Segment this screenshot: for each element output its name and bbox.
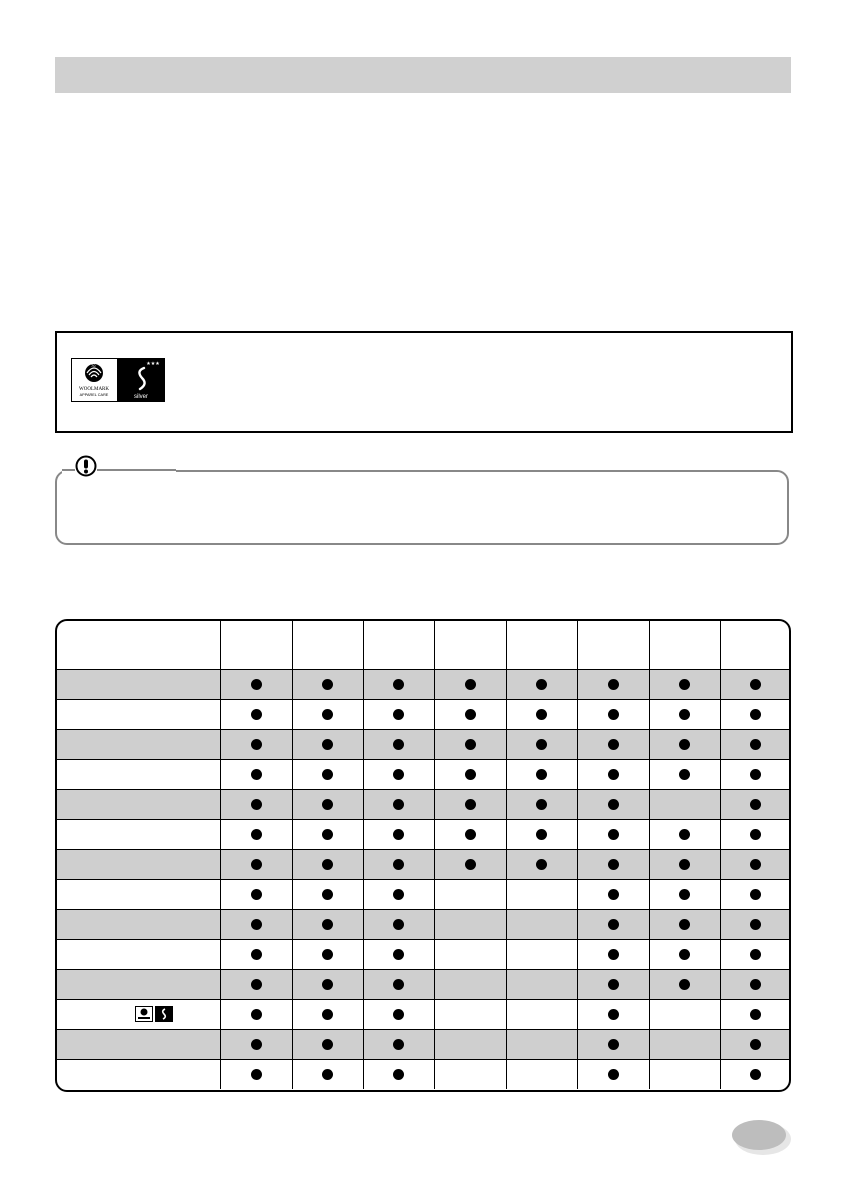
option-available-dot [679,709,690,720]
program-option-table [55,619,791,1092]
option-cell [220,940,292,970]
row-label-cell [57,820,220,850]
option-available-dot [393,769,404,780]
option-cell [363,1000,434,1030]
option-cell [292,910,363,940]
option-cell [292,700,363,730]
option-available-dot [251,1039,262,1050]
option-available-dot [251,1009,262,1020]
option-available-dot [536,769,547,780]
option-cell [363,880,434,910]
option-cell [720,1030,790,1060]
option-cell [292,850,363,880]
option-available-dot [750,739,761,750]
option-cell [720,730,790,760]
option-cell [292,760,363,790]
option-cell [292,820,363,850]
header-cell [434,621,506,670]
table-row [57,880,790,910]
option-cell [720,700,790,730]
option-cell [292,790,363,820]
option-available-dot [750,949,761,960]
option-available-dot [536,709,547,720]
option-cell [220,700,292,730]
table-row [57,1060,790,1090]
option-available-dot [322,979,333,990]
option-cell [720,910,790,940]
option-cell [220,730,292,760]
option-cell [577,910,649,940]
option-available-dot [679,949,690,960]
option-available-dot [608,1069,619,1080]
option-cell [363,910,434,940]
option-available-dot [465,769,476,780]
option-available-dot [393,1039,404,1050]
row-label-cell [57,790,220,820]
header-cell [292,621,363,670]
option-cell [292,730,363,760]
option-available-dot [679,739,690,750]
row-label-cell [57,970,220,1000]
row-label-cell [57,670,220,700]
option-cell [506,1030,577,1060]
option-available-dot [251,799,262,810]
option-available-dot [608,1039,619,1050]
option-available-dot [322,709,333,720]
option-cell [577,970,649,1000]
option-cell [220,790,292,820]
option-available-dot [322,1069,333,1080]
option-cell [292,880,363,910]
option-available-dot [322,799,333,810]
option-available-dot [608,829,619,840]
option-cell [649,1030,720,1060]
option-available-dot [608,889,619,900]
option-available-dot [750,919,761,930]
option-cell [720,1060,790,1090]
option-available-dot [393,829,404,840]
option-cell [363,730,434,760]
option-available-dot [608,739,619,750]
option-available-dot [251,859,262,870]
option-cell [577,1060,649,1090]
option-cell [434,1060,506,1090]
option-cell [649,790,720,820]
table-row [57,910,790,940]
option-available-dot [679,769,690,780]
table-row [57,760,790,790]
option-available-dot [465,709,476,720]
table-row [57,1000,790,1030]
option-cell [292,970,363,1000]
option-cell [649,700,720,730]
table-row [57,850,790,880]
silver-rating-text: silver [133,394,149,400]
option-cell [720,880,790,910]
option-available-dot [679,679,690,690]
option-available-dot [465,799,476,810]
option-available-dot [750,829,761,840]
option-cell [292,670,363,700]
option-available-dot [750,799,761,810]
option-available-dot [750,769,761,780]
option-cell [363,940,434,970]
option-available-dot [750,1039,761,1050]
option-cell [649,910,720,940]
option-available-dot [679,889,690,900]
option-cell [506,850,577,880]
option-cell [649,670,720,700]
option-cell [363,760,434,790]
option-cell [577,790,649,820]
option-cell [363,970,434,1000]
table-body [57,670,790,1090]
section-header-bar [55,57,791,93]
option-cell [434,1030,506,1060]
option-available-dot [322,769,333,780]
row-label-cell [57,760,220,790]
option-available-dot [679,979,690,990]
option-available-dot [393,919,404,930]
svg-text:70: 70 [91,363,96,368]
option-available-dot [608,769,619,780]
option-cell [434,910,506,940]
option-available-dot [322,919,333,930]
option-available-dot [536,739,547,750]
option-available-dot [251,949,262,960]
option-cell [577,850,649,880]
option-available-dot [393,889,404,900]
row-label-cell [57,910,220,940]
option-available-dot [251,1069,262,1080]
option-cell [720,940,790,970]
option-cell [434,880,506,910]
option-cell [506,940,577,970]
header-cell [577,621,649,670]
option-cell [434,940,506,970]
option-available-dot [393,1009,404,1020]
option-cell [506,970,577,1000]
option-available-dot [608,799,619,810]
option-available-dot [393,979,404,990]
option-available-dot [465,739,476,750]
option-available-dot [322,1039,333,1050]
option-available-dot [322,859,333,870]
header-cell [57,621,220,670]
row-label-cell [57,730,220,760]
page-number-oval [727,1117,793,1157]
option-available-dot [465,859,476,870]
caution-box [55,470,789,545]
option-cell [434,760,506,790]
option-available-dot [608,859,619,870]
option-cell [220,910,292,940]
option-available-dot [536,679,547,690]
option-cell [649,970,720,1000]
option-cell [363,1060,434,1090]
option-cell [506,790,577,820]
table-row [57,970,790,1000]
option-available-dot [393,949,404,960]
option-available-dot [750,709,761,720]
option-available-dot [251,739,262,750]
option-cell [220,850,292,880]
option-cell [434,970,506,1000]
table-row [57,940,790,970]
option-available-dot [393,739,404,750]
option-cell [720,820,790,850]
option-available-dot [536,799,547,810]
option-available-dot [322,1009,333,1020]
option-cell [649,850,720,880]
option-cell [434,670,506,700]
option-available-dot [608,949,619,960]
option-available-dot [750,889,761,900]
table-row [57,790,790,820]
option-available-dot [608,919,619,930]
table-header-row [57,621,790,670]
option-cell [720,970,790,1000]
option-cell [434,700,506,730]
option-available-dot [608,979,619,990]
option-cell [506,1000,577,1030]
option-cell [649,730,720,760]
option-cell [506,670,577,700]
option-available-dot [322,949,333,960]
option-cell [292,1000,363,1030]
option-cell [649,1060,720,1090]
option-available-dot [322,739,333,750]
header-cell [506,621,577,670]
option-available-dot [251,889,262,900]
option-available-dot [679,829,690,840]
option-available-dot [393,709,404,720]
row-label-cell [57,850,220,880]
option-cell [720,1000,790,1030]
option-available-dot [251,979,262,990]
option-cell [434,820,506,850]
woolmark-brand-text: WOOLMARK [79,387,109,392]
option-available-dot [322,829,333,840]
option-available-dot [322,889,333,900]
row-care-icons [135,1006,173,1022]
option-cell [220,1030,292,1060]
option-cell [434,850,506,880]
exclamation-icon [75,455,97,477]
option-cell [363,790,434,820]
row-label-cell [57,1000,220,1030]
table-row [57,730,790,760]
silver-icon [155,1006,173,1022]
option-available-dot [251,709,262,720]
option-cell [649,820,720,850]
table-row [57,700,790,730]
option-cell [649,1000,720,1030]
option-cell [506,820,577,850]
option-available-dot [679,859,690,870]
option-cell [577,820,649,850]
woolmark-info-box [55,331,793,433]
option-cell [577,730,649,760]
option-available-dot [608,709,619,720]
option-available-dot [750,979,761,990]
option-cell [220,820,292,850]
row-label-cell [57,1030,220,1060]
option-cell [506,1060,577,1090]
option-cell [220,1000,292,1030]
option-available-dot [536,859,547,870]
option-available-dot [750,1069,761,1080]
option-cell [506,910,577,940]
option-cell [434,1000,506,1030]
option-cell [220,880,292,910]
option-cell [577,700,649,730]
woolmark-icon [135,1006,153,1022]
option-cell [577,880,649,910]
option-cell [577,1000,649,1030]
option-cell [363,850,434,880]
option-cell [220,670,292,700]
rating-stars: ★★★ [146,361,160,367]
option-cell [220,970,292,1000]
option-cell [649,940,720,970]
option-cell [363,670,434,700]
option-cell [506,730,577,760]
table-row [57,820,790,850]
option-cell [292,940,363,970]
header-cell [649,621,720,670]
option-cell [363,1030,434,1060]
option-available-dot [251,919,262,930]
option-available-dot [536,829,547,840]
option-cell [363,820,434,850]
option-cell [220,760,292,790]
option-available-dot [393,679,404,690]
option-cell [577,670,649,700]
option-cell [649,880,720,910]
option-available-dot [251,679,262,690]
option-cell [434,790,506,820]
option-available-dot [608,1009,619,1020]
option-cell [220,1060,292,1090]
option-cell [577,760,649,790]
option-cell [292,1060,363,1090]
header-cell [720,621,790,670]
option-cell [292,1030,363,1060]
row-label-cell [57,880,220,910]
option-available-dot [393,1069,404,1080]
option-available-dot [679,919,690,930]
option-available-dot [608,679,619,690]
option-available-dot [322,679,333,690]
option-cell [720,790,790,820]
option-cell [577,940,649,970]
table-row [57,1030,790,1060]
option-available-dot [465,829,476,840]
option-available-dot [393,799,404,810]
row-label-cell [57,940,220,970]
option-cell [720,850,790,880]
header-cell [220,621,292,670]
option-available-dot [465,679,476,690]
option-cell [506,880,577,910]
row-label-cell [57,700,220,730]
option-cell [434,730,506,760]
woolmark-sub-text: APPAREL CARE [79,393,109,397]
option-available-dot [750,1009,761,1020]
header-cell [363,621,434,670]
option-available-dot [750,859,761,870]
option-available-dot [750,679,761,690]
option-cell [720,760,790,790]
option-cell [720,670,790,700]
woolmark-silver-logo [71,358,165,402]
option-cell [363,700,434,730]
table-row [57,670,790,700]
option-cell [577,1030,649,1060]
row-label-cell [57,1060,220,1090]
option-available-dot [251,829,262,840]
option-cell [506,760,577,790]
option-cell [649,760,720,790]
option-available-dot [251,769,262,780]
option-cell [506,700,577,730]
option-available-dot [393,859,404,870]
